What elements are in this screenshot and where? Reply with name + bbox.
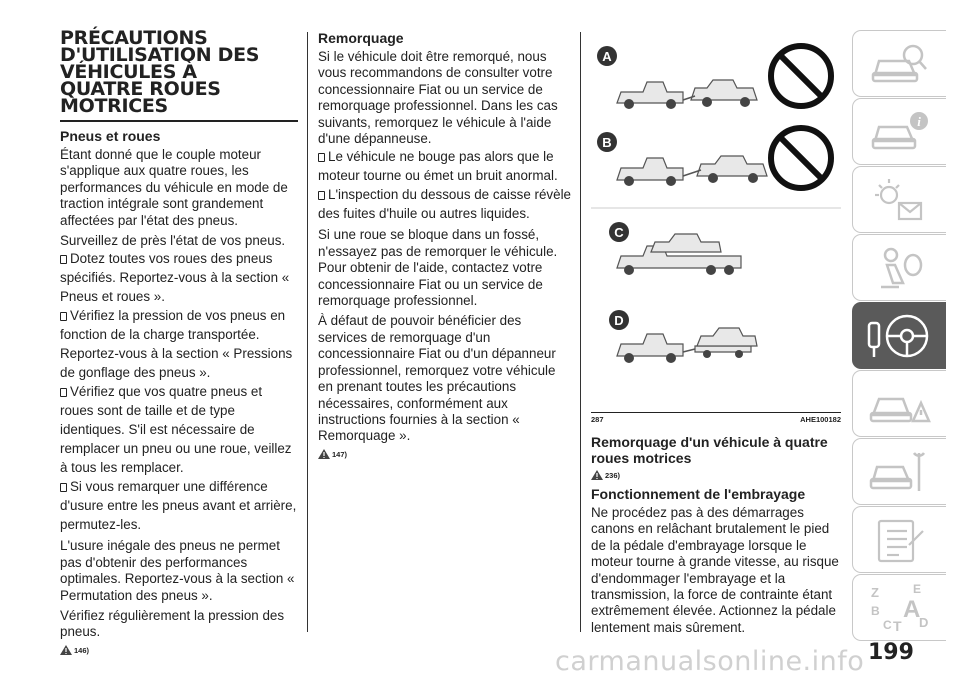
figure-code: AHE100182 [800,415,841,424]
tab-car-search[interactable] [852,30,946,97]
checklist-icon [869,515,931,565]
panel-label: B [602,135,612,150]
panel-label: C [614,225,624,240]
figure-caption [591,412,841,424]
panel-label: A [602,49,612,64]
paragraph: Vérifiez régulièrement la pression des pneus. [60,608,285,640]
svg-text:D: D [918,614,928,630]
checkbox-bullet-icon [60,388,67,397]
car-wrench-icon [869,447,931,497]
checkbox-bullet-icon [60,483,67,492]
checkbox-bullet-icon [318,191,325,200]
figure-number: 287 [591,415,604,424]
bullet-item: Dotez toutes vos roues des pneus spécifiés. Reportez-vous à la section « Pneus et roues ». [60,251,290,305]
paragraph: Surveillez de près l'état de vos pneus. [60,233,286,249]
warning-reference[interactable]: 146) [60,645,298,655]
warning-reference[interactable]: 236) [591,470,841,480]
svg-text:A: A [902,595,920,623]
checkbox-bullet-icon [318,153,325,162]
subheading-towing: Remorquage [318,30,404,46]
panel-d [609,310,757,363]
panel-c [609,222,741,275]
column-1 [60,27,298,661]
column-2 [318,30,572,465]
panel-b [597,128,831,188]
bullet-item: Vérifiez la pression de vos pneus en fonction de la charge transportée. Reportez-vous à la section « Pressions de gonflage des pneus ». [60,308,293,381]
section-title [60,27,298,122]
column-3 [591,30,841,640]
warning-lights-icon [869,175,931,225]
panel-label: D [614,313,624,328]
watermark: carmanualsonline.info [555,646,865,677]
warning-triangle-icon [318,449,330,459]
tab-emergency[interactable] [852,370,946,437]
panel-a [597,46,831,109]
alphabet-index-icon [865,581,935,635]
chapter-tabs [852,30,946,642]
title-line: QUATRE ROUES [60,78,221,100]
svg-text:i: i [916,113,921,129]
title-line: VÉHICULES À [60,61,197,83]
paragraph: À défaut de pouvoir bénéficier des services de remorquage d'un concessionnaire Fiat ou d'un dépanneur professionnel, remorquez votre véhicule en prenant toutes les précautions nécessaires, conformément aux instructions fournies à la section « Remorquage ». [318,313,556,444]
title-line: MOTRICES [60,95,168,117]
tab-servicing[interactable] [852,438,946,505]
page-number: 199 [868,640,914,665]
tab-car-info[interactable] [852,98,946,165]
bullet-item: Si vous remarquer une différence d'usure entre les pneus avant et arrière, permutez-les. [60,479,297,533]
checkbox-bullet-icon [60,255,67,264]
svg-text:C: C [882,617,892,632]
svg-text:T: T [892,617,902,634]
bullet-item: Le véhicule ne bouge pas alors que le moteur tourne ou émet un bruit anormal. [318,149,558,184]
warning-triangle-icon [60,645,72,655]
svg-text:B: B [870,603,880,618]
warning-reference[interactable]: 147) [318,449,572,459]
bullet-item: Vérifiez que vos quatre pneus et roues sont de taille et de type identiques. S'il est nécessaire de remplacer un pneu ou une roue, veillez à tous les remplacer. [60,384,292,476]
car-search-icon [869,39,931,89]
paragraph: Ne procédez pas à des démarrages canons en relâchant brutalement le pied de la pédale d'embrayage lorsque le moteur tourne à grande vitesse, au risque d'endommager l'embrayage et la transmission, la force de contrainte étant extrêmement élevée. Actionnez la pédale lentement mais sûrement. [591,505,839,635]
car-breakdown-icon [869,379,931,429]
subheading-4wd-towing: Remorquage d'un véhicule à quatre roues motrices [591,434,828,466]
tab-starting-driving[interactable] [852,302,946,369]
airbag-person-icon [869,243,931,293]
paragraph: Si une roue se bloque dans un fossé, n'essayez pas de remorquer le véhicule. Pour obtenir de l'aide, contactez votre concessionnaire Fiat ou un service de remorquage professionnel. [318,227,558,309]
tab-warning-lights[interactable] [852,166,946,233]
key-steering-wheel-icon [865,309,935,363]
title-line: PRÉCAUTIONS [60,27,208,49]
column-divider [307,32,308,632]
title-line: D'UTILISATION DES [60,44,260,66]
subheading-tyres: Pneus et roues [60,128,161,144]
paragraph: Si le véhicule doit être remorqué, nous vous recommandons de consulter votre concessionnaire Fiat ou un service de remorquage professionnel. Dans les cas suivants, remorquez le véhicule à l'aide d'une dépanneuse. [318,49,558,147]
towing-figure [591,30,841,410]
paragraph: Étant donné que le couple moteur s'applique aux quatre roues, les performances du véhicule en mode de traction intégrale sont grandement affectées par l'état des pneus. [60,147,288,228]
svg-text:E: E [912,581,921,596]
paragraph: L'usure inégale des pneus ne permet pas d'obtenir des performances optimales. Reportez-vous à la section « Permutation des pneus ». [60,538,295,603]
column-divider [580,32,581,632]
towing-illustration [591,30,841,410]
bullet-item: L'inspection du dessous de caisse révèle des fuites d'huile ou autres liquides. [318,187,571,222]
tab-airbag[interactable] [852,234,946,301]
subheading-clutch: Fonctionnement de l'embrayage [591,486,806,502]
checkbox-bullet-icon [60,312,67,321]
tab-index[interactable] [852,574,946,641]
svg-text:Z: Z [870,584,879,600]
warning-triangle-icon [591,470,603,480]
tab-technical-data[interactable] [852,506,946,573]
car-info-icon [869,107,931,157]
